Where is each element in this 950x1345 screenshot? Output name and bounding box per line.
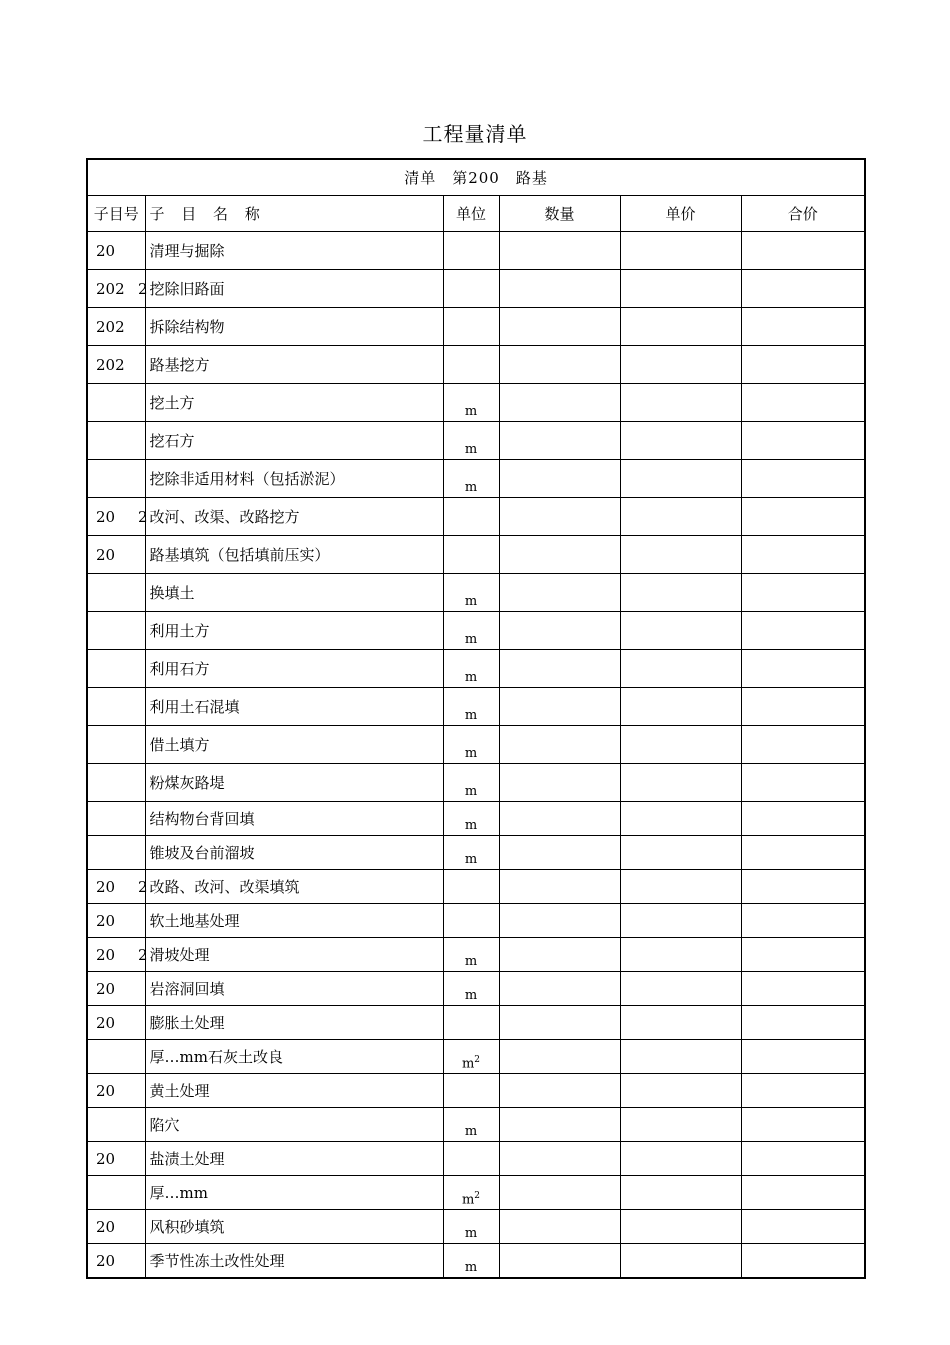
header-quantity: 数量: [499, 196, 620, 232]
row-code: [87, 650, 145, 688]
row-quantity: [499, 938, 620, 972]
row-name: 盐渍土处理: [145, 1142, 443, 1176]
row-unit: m: [443, 460, 499, 498]
row-unit-price: [620, 612, 741, 650]
row-quantity: [499, 1108, 620, 1142]
document-title: 工程量清单: [422, 122, 528, 146]
row-name: 挖除非适用材料（包括淤泥）: [145, 460, 443, 498]
table-row: [87, 870, 865, 904]
row-unit: m: [443, 726, 499, 764]
row-total: [741, 1040, 865, 1074]
row-unit-price: [620, 1040, 741, 1074]
row-unit-price: [620, 308, 741, 346]
row-code: 20 2: [87, 498, 145, 536]
row-unit-price: [620, 1176, 741, 1210]
row-unit-price: [620, 536, 741, 574]
row-name: 利用石方: [145, 650, 443, 688]
header-total: 合价: [741, 196, 865, 232]
table-row: [87, 1244, 865, 1279]
row-unit: [443, 346, 499, 384]
row-code: [87, 384, 145, 422]
row-unit-price: [620, 1074, 741, 1108]
row-unit-price: [620, 270, 741, 308]
row-unit-price: [620, 938, 741, 972]
table-row: [87, 1176, 865, 1210]
row-total: [741, 1176, 865, 1210]
table-row: [87, 802, 865, 836]
row-unit: m: [443, 688, 499, 726]
table-row: [87, 536, 865, 574]
table-row: [87, 764, 865, 802]
row-unit: [443, 1006, 499, 1040]
table-row: [87, 688, 865, 726]
table-row: [87, 346, 865, 384]
row-unit-price: [620, 972, 741, 1006]
row-name: 滑坡处理: [145, 938, 443, 972]
row-name: 黄土处理: [145, 1074, 443, 1108]
row-name: 拆除结构物: [145, 308, 443, 346]
row-total: [741, 688, 865, 726]
row-total: [741, 726, 865, 764]
row-name: 清理与掘除: [145, 232, 443, 270]
row-name: 改河、改渠、改路挖方: [145, 498, 443, 536]
row-name: 利用土方: [145, 612, 443, 650]
table-row: [87, 308, 865, 346]
row-total: [741, 460, 865, 498]
row-total: [741, 536, 865, 574]
table-row: [87, 422, 865, 460]
table-row: [87, 612, 865, 650]
row-unit-price: [620, 574, 741, 612]
row-unit: m: [443, 836, 499, 870]
header-code: 子目号: [87, 196, 145, 232]
row-unit-price: [620, 836, 741, 870]
row-name: 锥坡及台前溜坡: [145, 836, 443, 870]
row-total: [741, 232, 865, 270]
table-row: [87, 384, 865, 422]
row-quantity: [499, 536, 620, 574]
row-unit-price: [620, 422, 741, 460]
row-unit-price: [620, 1006, 741, 1040]
row-quantity: [499, 1006, 620, 1040]
row-name: 借土填方: [145, 726, 443, 764]
row-quantity: [499, 1074, 620, 1108]
row-unit: m: [443, 1210, 499, 1244]
row-code: 202: [87, 346, 145, 384]
table-row: [87, 1142, 865, 1176]
row-unit: m: [443, 384, 499, 422]
row-unit: m: [443, 802, 499, 836]
row-total: [741, 802, 865, 836]
row-total: [741, 1210, 865, 1244]
row-unit-price: [620, 688, 741, 726]
row-unit: m: [443, 650, 499, 688]
table-row: [87, 836, 865, 870]
row-unit-price: [620, 1142, 741, 1176]
table-row: [87, 650, 865, 688]
row-name: 挖除旧路面: [145, 270, 443, 308]
row-total: [741, 870, 865, 904]
table-row: [87, 1006, 865, 1040]
row-unit: m: [443, 972, 499, 1006]
row-quantity: [499, 1244, 620, 1279]
row-name: 路基填筑（包括填前压实）: [145, 536, 443, 574]
table-row: [87, 270, 865, 308]
header-unit: 单位: [443, 196, 499, 232]
row-total: [741, 498, 865, 536]
row-quantity: [499, 1040, 620, 1074]
row-unit: [443, 498, 499, 536]
bill-of-quantities-table: [86, 158, 866, 1279]
row-quantity: [499, 650, 620, 688]
row-unit: m: [443, 574, 499, 612]
row-code: [87, 726, 145, 764]
row-name: 利用土石混填: [145, 688, 443, 726]
row-name: 挖土方: [145, 384, 443, 422]
row-unit: [443, 232, 499, 270]
row-unit-price: [620, 650, 741, 688]
row-total: [741, 346, 865, 384]
row-quantity: [499, 904, 620, 938]
row-code: [87, 802, 145, 836]
row-quantity: [499, 802, 620, 836]
row-total: [741, 384, 865, 422]
row-quantity: [499, 612, 620, 650]
row-code: [87, 836, 145, 870]
row-name: 路基挖方: [145, 346, 443, 384]
row-code: 20 2: [87, 938, 145, 972]
header-unit-price: 单价: [620, 196, 741, 232]
row-quantity: [499, 1142, 620, 1176]
row-total: [741, 422, 865, 460]
table-row: [87, 1040, 865, 1074]
row-total: [741, 1006, 865, 1040]
row-code: 20: [87, 1210, 145, 1244]
row-unit-price: [620, 764, 741, 802]
row-unit-price: [620, 870, 741, 904]
row-quantity: [499, 1210, 620, 1244]
row-unit: m: [443, 422, 499, 460]
row-unit-price: [620, 498, 741, 536]
row-unit-price: [620, 460, 741, 498]
row-unit: m: [443, 612, 499, 650]
row-quantity: [499, 972, 620, 1006]
row-quantity: [499, 232, 620, 270]
row-unit: $m^2$: [443, 1176, 499, 1210]
row-total: [741, 270, 865, 308]
row-total: [741, 1074, 865, 1108]
table-row: [87, 904, 865, 938]
row-total: [741, 1142, 865, 1176]
row-total: [741, 650, 865, 688]
row-code: 20: [87, 972, 145, 1006]
row-code: 202: [87, 308, 145, 346]
header-name: 子 目 名 称: [145, 196, 443, 232]
row-quantity: [499, 346, 620, 384]
row-unit-price: [620, 346, 741, 384]
row-total: [741, 1108, 865, 1142]
row-total: [741, 308, 865, 346]
row-quantity: [499, 688, 620, 726]
row-unit: m: [443, 764, 499, 802]
row-unit: [443, 536, 499, 574]
row-quantity: [499, 1176, 620, 1210]
row-unit: m: [443, 1108, 499, 1142]
row-unit: [443, 1074, 499, 1108]
row-quantity: [499, 726, 620, 764]
row-total: [741, 574, 865, 612]
row-code: 20: [87, 1244, 145, 1279]
row-name: 膨胀土处理: [145, 1006, 443, 1040]
table-row: [87, 574, 865, 612]
row-name: 结构物台背回填: [145, 802, 443, 836]
row-unit-price: [620, 232, 741, 270]
row-unit: [443, 870, 499, 904]
row-unit-price: [620, 726, 741, 764]
row-unit-price: [620, 1210, 741, 1244]
row-total: [741, 612, 865, 650]
row-total: [741, 764, 865, 802]
row-unit: [443, 308, 499, 346]
row-total: [741, 836, 865, 870]
row-name: 岩溶洞回填: [145, 972, 443, 1006]
row-unit: [443, 904, 499, 938]
row-unit: $m^2$: [443, 1040, 499, 1074]
row-name: 厚…mm石灰土改良: [145, 1040, 443, 1074]
row-code: 20 2: [87, 870, 145, 904]
row-total: [741, 1244, 865, 1279]
row-code: 20: [87, 536, 145, 574]
row-code: 202 2: [87, 270, 145, 308]
row-code: [87, 422, 145, 460]
row-quantity: [499, 498, 620, 536]
row-quantity: [499, 574, 620, 612]
row-name: 季节性冻土改性处理: [145, 1244, 443, 1279]
row-quantity: [499, 460, 620, 498]
row-name: 厚…mm: [145, 1176, 443, 1210]
table-row: [87, 232, 865, 270]
row-name: 陷穴: [145, 1108, 443, 1142]
row-code: [87, 1040, 145, 1074]
row-unit-price: [620, 1244, 741, 1279]
row-unit: m: [443, 1244, 499, 1279]
row-name: 粉煤灰路堤: [145, 764, 443, 802]
row-code: 20: [87, 904, 145, 938]
row-unit-price: [620, 802, 741, 836]
row-code: [87, 574, 145, 612]
table-row: [87, 726, 865, 764]
row-code: [87, 764, 145, 802]
row-quantity: [499, 308, 620, 346]
row-total: [741, 938, 865, 972]
table-row: [87, 498, 865, 536]
table-row: [87, 1108, 865, 1142]
row-unit: [443, 1142, 499, 1176]
table-row: [87, 972, 865, 1006]
table-row: [87, 938, 865, 972]
row-quantity: [499, 270, 620, 308]
row-unit-price: [620, 384, 741, 422]
row-code: [87, 460, 145, 498]
row-unit-price: [620, 904, 741, 938]
table-row: [87, 460, 865, 498]
row-name: 换填土: [145, 574, 443, 612]
row-code: 20: [87, 232, 145, 270]
row-quantity: [499, 764, 620, 802]
row-quantity: [499, 836, 620, 870]
row-unit: m: [443, 938, 499, 972]
row-code: [87, 1108, 145, 1142]
row-name: 软土地基处理: [145, 904, 443, 938]
section-title: 清单 第200 路基: [87, 159, 865, 196]
row-unit: [443, 270, 499, 308]
row-code: 20: [87, 1142, 145, 1176]
row-name: 风积砂填筑: [145, 1210, 443, 1244]
row-code: 20: [87, 1006, 145, 1040]
row-total: [741, 972, 865, 1006]
row-quantity: [499, 870, 620, 904]
row-code: 20: [87, 1074, 145, 1108]
row-code: [87, 612, 145, 650]
row-name: 改路、改河、改渠填筑: [145, 870, 443, 904]
row-unit-price: [620, 1108, 741, 1142]
table-row: [87, 1210, 865, 1244]
row-total: [741, 904, 865, 938]
table-row: [87, 1074, 865, 1108]
row-code: [87, 1176, 145, 1210]
row-code: [87, 688, 145, 726]
row-name: 挖石方: [145, 422, 443, 460]
row-quantity: [499, 422, 620, 460]
row-quantity: [499, 384, 620, 422]
